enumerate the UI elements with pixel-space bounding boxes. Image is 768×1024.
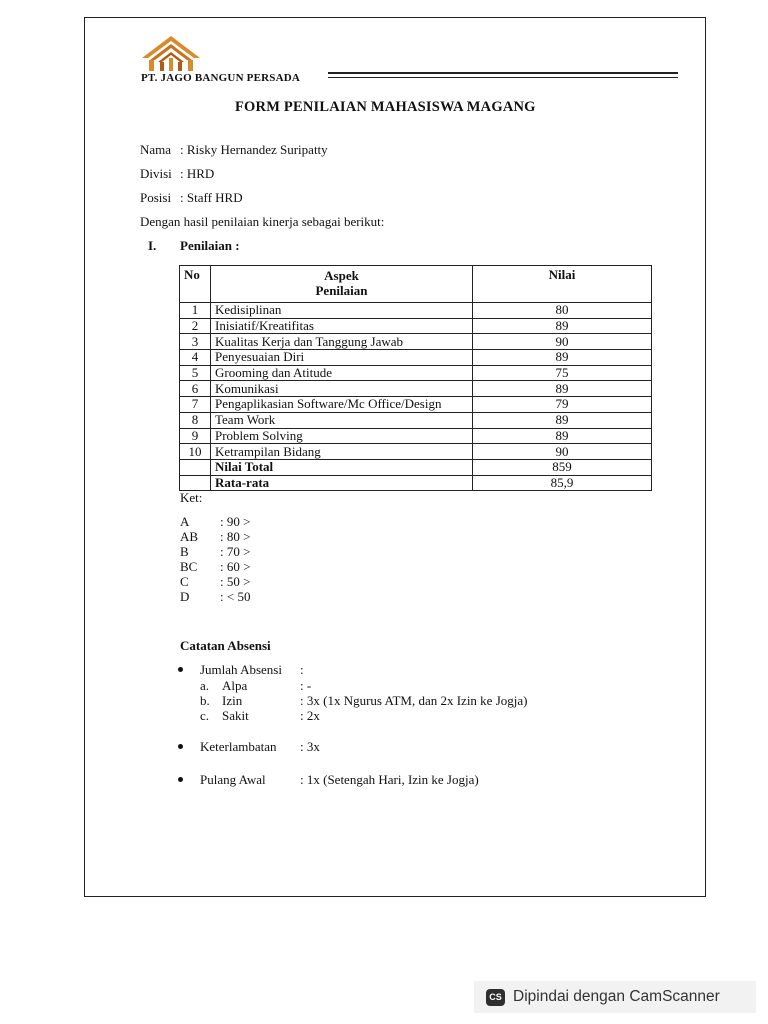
grade-range: : 90 > (220, 514, 251, 529)
absensi-item-value: : 2x (300, 708, 320, 723)
col-no-header: No (180, 266, 211, 303)
absensi-item-value: : 3x (1x Ngurus ATM, dan 2x Izin ke Jogja) (300, 693, 528, 708)
camscanner-text: Dipindai dengan CamScanner (513, 988, 720, 1005)
section-label: Penilaian : (180, 238, 240, 253)
col-aspek-header (211, 266, 473, 303)
row-no: 6 (180, 381, 211, 397)
row-aspek: Kualitas Kerja dan Tanggung Jawab (211, 334, 473, 350)
row-no: 4 (180, 350, 211, 366)
row-nilai: 79 (473, 397, 652, 413)
row-aspek: Pengaplikasian Software/Mc Office/Design (211, 397, 473, 413)
row-no: 9 (180, 428, 211, 444)
pulang-awal-item (200, 772, 266, 788)
jumlah-absensi-value: : (300, 662, 304, 677)
grade-letter: D (180, 589, 190, 604)
company-name: PT. JAGO BANGUN PERSADA (141, 72, 301, 84)
grade-range: : 50 > (220, 574, 251, 589)
jumlah-absensi-item (200, 662, 282, 678)
average-label: Rata-rata (211, 475, 473, 491)
row-no: 8 (180, 412, 211, 428)
col-aspek-header-line2: Penilaian (315, 283, 368, 298)
intro-text: Dengan hasil penilaian kinerja sebagai berikut: (140, 214, 385, 229)
row-aspek: Problem Solving (211, 428, 473, 444)
row-nilai: 89 (473, 318, 652, 334)
row-nilai: 89 (473, 412, 652, 428)
row-nilai: 89 (473, 381, 652, 397)
total-row (180, 459, 652, 475)
section-number: I. (148, 238, 157, 253)
row-aspek: Penyesuaian Diri (211, 350, 473, 366)
absensi-item-label: Izin (222, 693, 243, 708)
grade-letter: C (180, 574, 189, 589)
nama-label: Nama (140, 142, 172, 157)
absensi-item-letter: a. (200, 678, 210, 693)
average-row (180, 475, 652, 491)
grade-letter: AB (180, 529, 199, 544)
table-row (180, 334, 652, 350)
divisi-label: Divisi (140, 166, 172, 181)
grade-range: : < 50 (220, 589, 251, 604)
grade-letter: BC (180, 559, 198, 574)
table-row (180, 365, 652, 381)
pulang-awal-label: Pulang Awal (200, 772, 266, 787)
camscanner-badge (474, 981, 756, 1013)
header-rule-thin (328, 77, 678, 78)
table-header-row (180, 266, 652, 303)
row-nilai: 90 (473, 444, 652, 460)
grade-letter: B (180, 544, 189, 559)
posisi-value: : Staff HRD (180, 190, 243, 205)
row-no: 7 (180, 397, 211, 413)
bullet-dot (178, 777, 183, 782)
keterlambatan-item (200, 739, 277, 755)
header-rule (328, 72, 678, 74)
average-no-cell (180, 475, 211, 491)
total-value: 859 (473, 459, 652, 475)
table-row (180, 350, 652, 366)
row-aspek: Team Work (211, 412, 473, 428)
table-row (180, 318, 652, 334)
row-aspek: Komunikasi (211, 381, 473, 397)
row-aspek: Kedisiplinan (211, 303, 473, 319)
company-logo-icon (140, 34, 202, 72)
jumlah-absensi-label: Jumlah Absensi (200, 662, 282, 677)
absensi-item-letter: b. (200, 693, 210, 708)
table-row (180, 412, 652, 428)
camscanner-icon: CS (486, 989, 505, 1006)
row-nilai: 90 (473, 334, 652, 350)
total-no-cell (180, 459, 211, 475)
average-value: 85,9 (473, 475, 652, 491)
grade-range: : 70 > (220, 544, 251, 559)
grade-range: : 80 > (220, 529, 251, 544)
ket-label: Ket: (180, 490, 203, 505)
table-row (180, 303, 652, 319)
absensi-title: Catatan Absensi (180, 638, 271, 653)
row-aspek: Grooming dan Atitude (211, 365, 473, 381)
absensi-item-label: Sakit (222, 708, 249, 723)
keterlambatan-label: Keterlambatan (200, 739, 277, 754)
divisi-value: : HRD (180, 166, 215, 181)
col-nilai-header: Nilai (473, 266, 652, 303)
row-nilai: 89 (473, 428, 652, 444)
grade-range: : 60 > (220, 559, 251, 574)
row-nilai: 89 (473, 350, 652, 366)
absensi-item-label: Alpa (222, 678, 248, 693)
bullet-dot (178, 744, 183, 749)
total-label: Nilai Total (211, 459, 473, 475)
score-table (179, 265, 652, 491)
table-row (180, 428, 652, 444)
row-nilai: 75 (473, 365, 652, 381)
row-nilai: 80 (473, 303, 652, 319)
absensi-item-letter: c. (200, 708, 210, 723)
keterlambatan-value: : 3x (300, 739, 320, 754)
form-title: FORM PENILAIAN MAHASISWA MAGANG (235, 99, 536, 115)
row-no: 10 (180, 444, 211, 460)
row-no: 1 (180, 303, 211, 319)
bullet-dot (178, 667, 183, 672)
grade-letter: A (180, 514, 190, 529)
nama-value: : Risky Hernandez Suripatty (180, 142, 328, 157)
row-aspek: Ketrampilan Bidang (211, 444, 473, 460)
table-row (180, 444, 652, 460)
table-row (180, 397, 652, 413)
pulang-awal-value: : 1x (Setengah Hari, Izin ke Jogja) (300, 772, 479, 787)
row-no: 3 (180, 334, 211, 350)
absensi-item-value: : - (300, 678, 312, 693)
row-no: 2 (180, 318, 211, 334)
col-aspek-header-line1: Aspek (324, 268, 359, 283)
row-aspek: Inisiatif/Kreatifitas (211, 318, 473, 334)
score-rows (180, 303, 652, 460)
table-row (180, 381, 652, 397)
posisi-label: Posisi (140, 190, 172, 205)
row-no: 5 (180, 365, 211, 381)
